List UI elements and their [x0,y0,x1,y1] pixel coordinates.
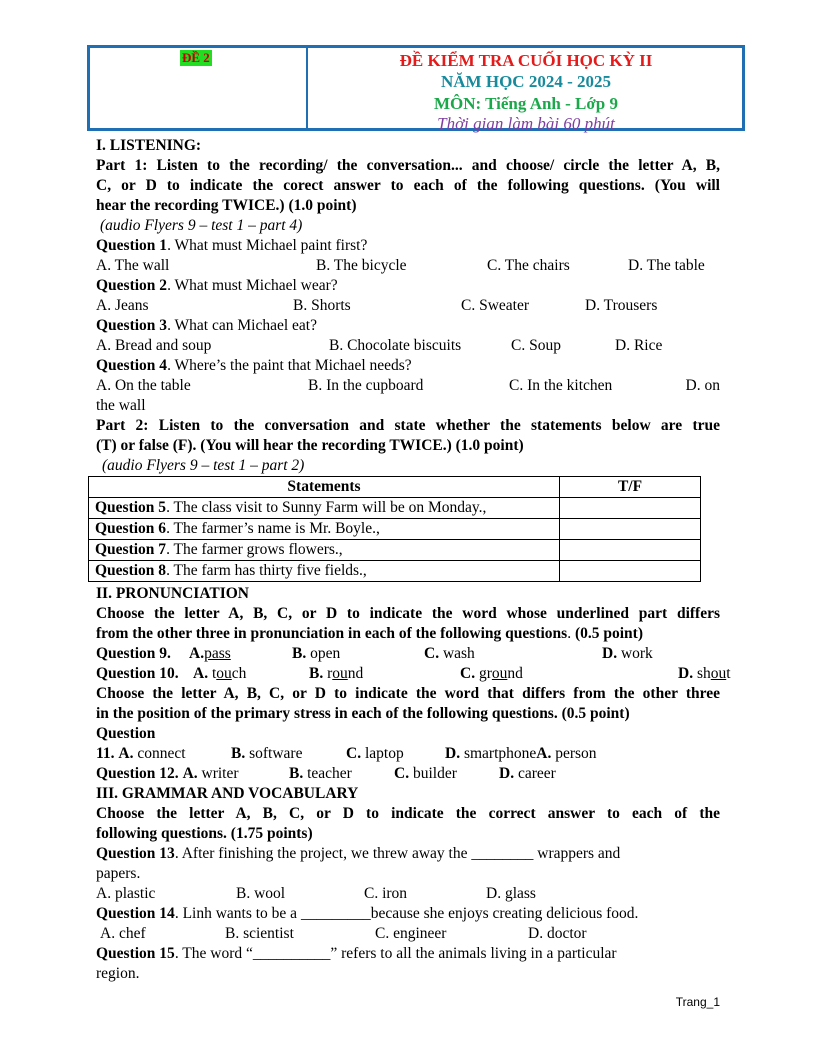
option-word-part: nd [507,665,523,682]
statement-text: . The farmer’s name is Mr. Boyle., [166,520,380,537]
option-a: A. The wall [96,257,170,274]
exam-version-badge: ĐỀ 2 [182,50,210,65]
question-1-options [96,256,720,276]
option-b: B. Chocolate biscuits [329,337,462,354]
statements-header: Statements [89,477,560,498]
table-row [89,540,701,561]
option-word-part: nd [347,665,364,682]
option-letter: B. [309,665,324,682]
question-label: Question 15 [96,945,175,962]
part1-audio-note: (audio Flyers 9 – test 1 – part 4) [100,217,303,234]
question-label: Question 7 [95,541,167,558]
question-2-options [96,296,720,316]
instruction-dot: . [567,625,572,642]
statement-cell [89,561,560,582]
option-a: A. Bread and soup [96,337,212,354]
question-14 [96,904,720,924]
option-word: teacher [307,765,352,782]
question-10 [96,664,731,684]
part2-instruction-line: (T) or false (F). (You will hear the recording TWICE.) (1.0 point) [96,437,524,454]
option-word-part: t [726,665,731,682]
question-text: . What can Michael eat? [167,317,317,334]
question-15-continued: region. [96,965,140,982]
option-letter: D. [499,765,515,782]
option-letter: A. [536,745,552,762]
pronunciation-instruction-line: Choose the letter A, B, C, or D to indicate the word whose underlined part differs [96,605,720,622]
part1-instruction-line: Part 1: Listen to the recording/ the conversation... and choose/ circle the letter A, B, [96,157,720,174]
question-4-option-d-continued: the wall [96,397,146,414]
option-d [602,644,653,664]
question-label: Question 3 [96,317,168,334]
table-row [89,561,701,582]
question-label: Question 12. [96,765,179,782]
option-letter: A. [193,665,209,682]
option-letter: B. [292,645,307,662]
option-letter: C. [394,765,410,782]
pronunciation-and-grammar-section [96,584,731,984]
option-b [231,744,302,764]
question-text: . After finishing the project, we threw away the ________ wrappers and [174,845,621,862]
answer-cell[interactable] [560,540,701,561]
option-b [289,764,352,784]
option-letter: C. [460,665,476,682]
option-letter: D. [678,665,694,682]
option-letter: D. [445,745,461,762]
option-d [445,744,597,764]
option-d: D. Trousers [585,297,658,314]
table-row [89,498,701,519]
option-a [193,664,246,684]
option-letter: D. [602,645,618,662]
table-header-row [89,477,701,498]
option-word-part: gr [478,665,492,682]
time-limit: Thời gian làm bài 60 phút [437,114,615,133]
option-d: D. on [685,377,720,394]
exam-title: ĐỀ KIỂM TRA CUỐI HỌC KỲ II [399,51,653,70]
option-word: pass [204,645,231,662]
option-c: C. iron [364,885,408,902]
question-14-options [96,924,720,944]
option-b [309,664,363,684]
part1-instruction-line: C, or D to indicate the corect answer to each of the following questions. (You will [96,177,720,194]
option-word-part: r [327,665,333,682]
answer-cell[interactable] [560,498,701,519]
option-d: D. Rice [615,337,663,354]
grammar-instruction-line: following questions. (1.75 points) [96,825,313,842]
question-label: Question 14 [96,905,175,922]
question-text: . What must Michael wear? [167,277,338,294]
question-text: . What must Michael paint first? [167,237,368,254]
option-word: writer [201,765,239,782]
question-label: Question 8 [95,562,167,579]
grammar-instruction-line: Choose the letter A, B, C, or D to indicate the correct answer to each of the [96,805,720,822]
option-c: C. Sweater [461,297,530,314]
question-label: Question 13 [96,845,175,862]
question-3-options [96,336,720,356]
option-d [499,764,556,784]
option-word: laptop [364,745,404,762]
statement-text: . The farmer grows flowers., [166,541,343,558]
option-word-part: t [211,665,217,682]
exam-header [87,45,745,131]
instruction-points: (0.5 point) [571,625,643,642]
underlined-part: ou [332,665,348,682]
option-b [292,644,340,664]
option-a: A. Jeans [96,297,149,314]
part2-audio-note: (audio Flyers 9 – test 1 – part 2) [102,457,305,474]
option-d: D. The table [628,257,705,274]
underlined-part: ou [216,665,232,682]
question-13-options [96,884,720,904]
option-word-part: ch [231,665,247,682]
option-letter: A. [182,765,198,782]
question-12 [96,764,720,784]
question-3 [96,316,720,336]
question-2 [96,276,720,296]
question-text: . Where’s the paint that Michael needs? [167,357,412,374]
option-letter: C. [346,745,362,762]
option-letter: B. [289,765,304,782]
option-c [460,664,523,684]
question-label: Question 2 [96,277,168,294]
option-letter: A. [118,745,134,762]
option-b: B. wool [236,885,286,902]
pronunciation-instruction-line [96,624,720,644]
option-word: builder [412,765,457,782]
header-divider [306,48,308,128]
option-word: person [555,745,597,762]
question-4-options [96,376,720,396]
question-13-continued: papers. [96,865,141,882]
option-letter: A. [189,645,205,662]
statement-text: . The farm has thirty five fields., [166,562,367,579]
option-letter: C. [424,645,440,662]
underlined-part: ou [491,665,508,682]
option-b: B. scientist [225,925,294,942]
part1-instruction-line: hear the recording TWICE.) (1.0 point) [96,197,357,214]
question-4 [96,356,720,376]
option-word: open [310,645,341,662]
option-a: A. plastic [96,885,156,902]
section-heading-listening: I. LISTENING: [96,137,202,154]
table-row [89,519,701,540]
part2-instruction-line: Part 2: Listen to the conversation and state whether the statements below are true [96,417,720,434]
option-c: C. The chairs [487,257,570,274]
answer-cell[interactable] [560,519,701,540]
question-label: Question 6 [95,520,167,537]
option-a: A. chef [100,925,146,942]
stress-instruction-line: Choose the letter A, B, C, or D to indicate the word that differs from the other three [96,685,720,702]
underlined-part: ou [710,665,727,682]
statement-text: . The class visit to Sunny Farm will be on Monday., [166,499,487,516]
option-b: B. The bicycle [316,257,407,274]
option-a [189,644,231,664]
question-number: 11. [96,745,115,762]
option-word-part: sh [696,665,711,682]
tf-header: T/F [560,477,701,498]
answer-cell[interactable] [560,561,701,582]
question-label: Question 1 [96,237,168,254]
subject-line: MÔN: Tiếng Anh - Lớp 9 [433,94,619,113]
question-15 [96,944,720,964]
question-1 [96,236,720,256]
option-b: B. In the cupboard [308,377,424,394]
option-c [424,644,475,664]
option-word: smartphone [463,745,537,762]
option-d: D. glass [486,885,536,902]
question-text: . The word “__________” refers to all the animals living in a particular [174,945,617,962]
option-word: connect [137,745,186,762]
option-c [394,764,457,784]
statement-cell [89,519,560,540]
question-13 [96,844,720,864]
question-9 [96,644,720,664]
question-text: . Linh wants to be a _________because she enjoys creating delicious food. [174,905,639,922]
option-c: C. engineer [375,925,447,942]
question-label: Question 4 [96,357,168,374]
option-d [678,664,731,684]
option-c [346,744,404,764]
option-d: D. doctor [528,925,587,942]
stress-instruction-line: in the position of the primary stress in each of the following questions. (0.5 point) [96,705,630,722]
question-label: Question 5 [95,499,167,516]
option-word: career [517,765,556,782]
instruction-text: from the other three in pronunciation in each of the following questions [96,625,568,642]
question-11-label: Question [96,725,156,742]
option-c: C. In the kitchen [509,377,613,394]
section-heading-pronunciation: II. PRONUNCIATION [96,585,250,602]
statement-cell [89,540,560,561]
option-letter: B. [231,745,246,762]
option-word: wash [442,645,475,662]
listening-section [96,136,720,476]
option-c: C. Soup [511,337,561,354]
option-a: A. On the table [96,377,191,394]
question-label: Question 10. [96,665,179,682]
question-label: Question 9. [96,645,171,662]
option-word: software [249,745,303,762]
school-year: NĂM HỌC 2024 - 2025 [441,72,611,91]
option-word: work [620,645,653,662]
option-b: B. Shorts [293,297,351,314]
question-11-options [96,744,720,764]
statement-cell [89,498,560,519]
true-false-table [88,476,701,582]
section-heading-grammar: III. GRAMMAR AND VOCABULARY [96,785,359,802]
page-number: Trang_1 [675,995,720,1009]
